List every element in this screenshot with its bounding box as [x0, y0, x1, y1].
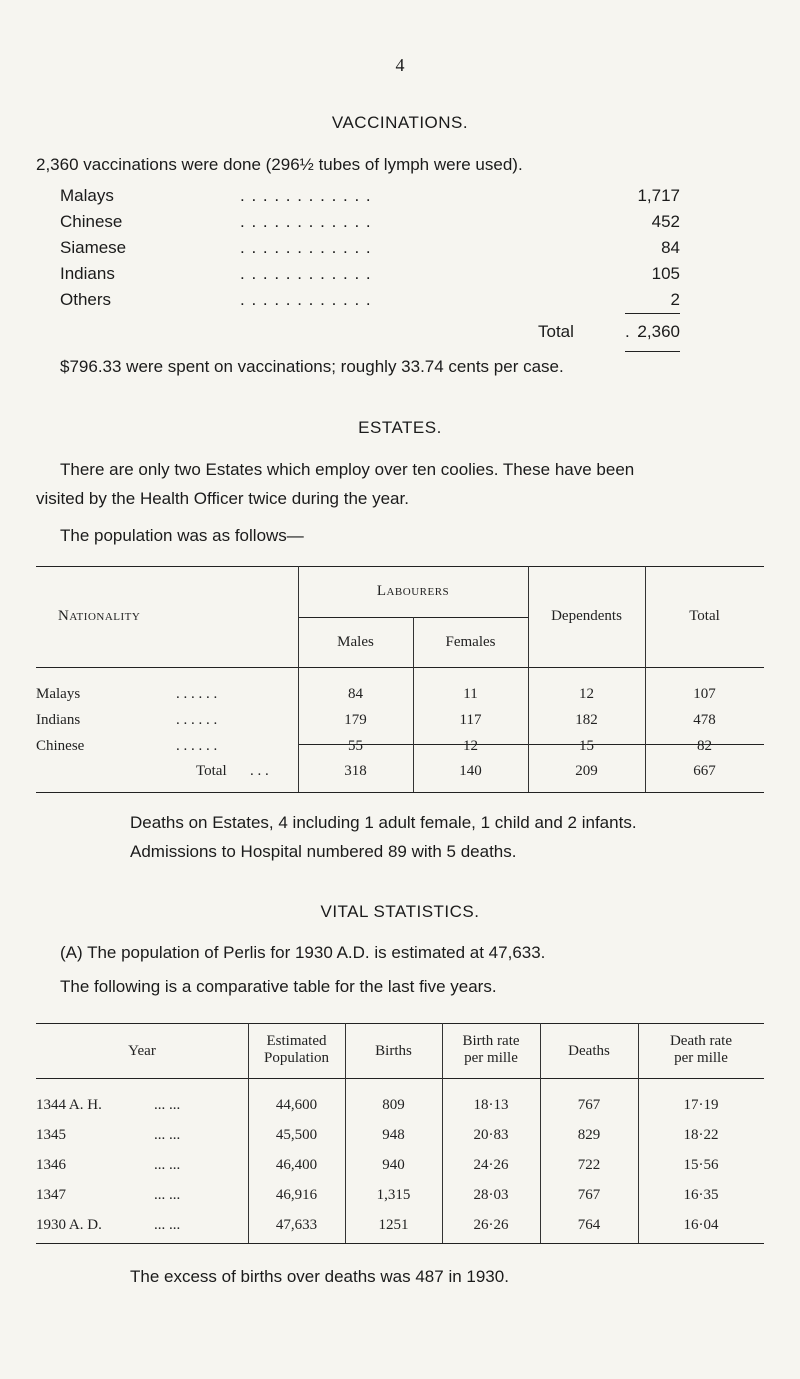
estates-paragraph-line: There are only two Estates which employ over ten coolies. These have been — [60, 460, 635, 479]
comparative-table-intro: The following is a comparative table for the last five years. — [60, 977, 497, 996]
leader-dots: ... ... — [154, 1127, 181, 1143]
cell-nationality: Indians — [36, 712, 81, 728]
cell-males: 55 — [348, 738, 363, 754]
leader-dots: . . . . . . . . . . . . — [240, 186, 372, 205]
vaccination-label: Siamese — [60, 238, 127, 257]
cell-males: 84 — [348, 686, 363, 702]
cell-deaths: 767 — [577, 1187, 601, 1203]
cell-year: 1930 A. D. — [36, 1217, 102, 1233]
table-rule — [36, 566, 764, 567]
vaccination-value: 105 — [651, 264, 680, 283]
vaccination-value: 84 — [661, 238, 680, 257]
page-number: 4 — [395, 55, 405, 75]
cell-dependents: 182 — [575, 712, 598, 728]
cell-births: 809 — [382, 1097, 405, 1113]
leader-dots: . . . . . . — [176, 712, 218, 728]
cell-nationality: Chinese — [36, 738, 85, 754]
cell-population: 46,400 — [275, 1157, 318, 1173]
column-header-deaths: Deaths — [568, 1043, 610, 1059]
cell-birth-rate: 28·03 — [473, 1187, 509, 1203]
table-rule — [36, 1243, 764, 1244]
total-row-label: Total — [196, 763, 227, 779]
cell-deaths: 722 — [577, 1157, 601, 1173]
cell-death-rate: 15·56 — [683, 1157, 719, 1173]
column-header-total: Total — [689, 608, 720, 624]
cell-total: 478 — [693, 712, 716, 728]
vaccination-row — [60, 264, 680, 290]
cell-births: 948 — [382, 1127, 405, 1143]
column-header-death-rate: Death rate per mille — [669, 1033, 733, 1066]
leader-dots: . . . . . . . . . . . . — [240, 264, 372, 283]
total-females: 140 — [459, 763, 482, 779]
table-rule — [36, 667, 764, 668]
sum-rule — [625, 313, 680, 314]
cell-death-rate: 17·19 — [683, 1097, 719, 1113]
vaccination-label: Malays — [60, 186, 114, 205]
vaccination-total-row — [60, 322, 680, 348]
cell-females: 12 — [463, 738, 478, 754]
cell-year: 1345 — [36, 1127, 66, 1143]
leader-dots: ... ... — [154, 1097, 181, 1113]
column-header-population: Estimated Population — [263, 1033, 329, 1066]
estates-title: ESTATES. — [358, 418, 442, 437]
column-header-labourers: Labourers — [376, 583, 450, 599]
cell-birth-rate: 24·26 — [473, 1157, 509, 1173]
vaccination-row — [60, 186, 680, 212]
table-rule — [645, 566, 646, 792]
cell-females: 11 — [463, 686, 478, 702]
cell-births: 940 — [382, 1157, 405, 1173]
vaccination-value: 2 — [670, 290, 680, 309]
cell-deaths: 764 — [577, 1217, 601, 1233]
leader-dots: . . . . . . — [176, 738, 218, 754]
total-value: 2,360 — [637, 322, 680, 341]
total-label: Total — [538, 322, 574, 341]
vital-statistics-title: VITAL STATISTICS. — [320, 902, 480, 921]
population-estimate-note: (A) The population of Perlis for 1930 A.D. is estimated at 47,633. — [60, 943, 546, 962]
total-males: 318 — [344, 763, 367, 779]
estates-paragraph-line: visited by the Health Officer twice during the year. — [36, 489, 409, 508]
cell-year: 1347 — [36, 1187, 66, 1203]
cell-dependents: 15 — [579, 738, 594, 754]
vaccinations-title: VACCINATIONS. — [331, 113, 469, 132]
vaccination-value: 1,717 — [637, 186, 680, 205]
table-rule — [528, 566, 529, 792]
leader-dots: . . — [625, 322, 643, 341]
table-rule — [36, 1023, 764, 1024]
column-header-birth-rate: Birth rate per mille — [462, 1033, 520, 1066]
cell-population: 44,600 — [275, 1097, 318, 1113]
total-grand: 667 — [693, 763, 716, 779]
column-header-dependents: Dependents — [551, 608, 622, 624]
column-header-year: Year — [128, 1043, 156, 1059]
leader-dots: . . . . . . . . . . . . — [240, 238, 372, 257]
leader-dots: . . . . . . . . . . . . — [240, 290, 372, 309]
vaccination-value: 452 — [651, 212, 680, 231]
table-rule — [36, 1078, 764, 1079]
estates-population-intro: The population was as follows— — [60, 526, 304, 545]
vaccination-label: Chinese — [60, 212, 123, 231]
vaccination-row — [60, 212, 680, 238]
vaccinations-intro: 2,360 vaccinations were done (296½ tubes of lymph were used). — [36, 155, 523, 174]
cell-births: 1251 — [378, 1217, 409, 1233]
table-rule — [36, 792, 764, 793]
cell-females: 117 — [459, 712, 482, 728]
cell-year: 1344 A. H. — [36, 1097, 102, 1113]
cell-births: 1,315 — [376, 1187, 411, 1203]
column-header-births: Births — [375, 1043, 412, 1059]
leader-dots: ... ... — [154, 1157, 181, 1173]
cell-nationality: Malays — [36, 686, 81, 702]
births-excess-note: The excess of births over deaths was 487 in 1930. — [130, 1267, 509, 1286]
cell-males: 179 — [344, 712, 367, 728]
estate-deaths-note: Deaths on Estates, 4 including 1 adult female, 1 child and 2 infants. — [130, 813, 637, 832]
cell-year: 1346 — [36, 1157, 66, 1173]
cell-total: 107 — [693, 686, 716, 702]
cell-population: 46,916 — [275, 1187, 318, 1203]
cell-death-rate: 18·22 — [683, 1127, 719, 1143]
sum-rule — [625, 351, 680, 352]
cell-deaths: 829 — [577, 1127, 601, 1143]
cell-birth-rate: 18·13 — [473, 1097, 509, 1113]
cell-total: 82 — [697, 738, 712, 754]
hospital-admissions-note: Admissions to Hospital numbered 89 with 5 deaths. — [130, 842, 517, 861]
cell-population: 45,500 — [275, 1127, 318, 1143]
vaccination-row — [60, 238, 680, 264]
vaccination-label: Indians — [60, 264, 115, 283]
total-dependents: 209 — [575, 763, 598, 779]
cell-death-rate: 16·35 — [683, 1187, 719, 1203]
column-header-females: Females — [445, 634, 496, 650]
vaccination-label: Others — [60, 290, 112, 309]
column-header-males: Males — [337, 634, 374, 650]
leader-dots: ... ... — [154, 1187, 181, 1203]
cell-birth-rate: 20·83 — [473, 1127, 509, 1143]
leader-dots: . . . — [250, 763, 269, 779]
leader-dots: . . . . . . — [176, 686, 218, 702]
cell-death-rate: 16·04 — [683, 1217, 719, 1233]
vaccination-cost-note: $796.33 were spent on vaccinations; roughly 33.74 cents per case. — [60, 357, 564, 376]
leader-dots: . . . . . . . . . . . . — [240, 212, 372, 231]
cell-birth-rate: 26·26 — [473, 1217, 509, 1233]
vaccination-row — [60, 290, 680, 316]
cell-dependents: 12 — [579, 686, 594, 702]
cell-population: 47,633 — [275, 1217, 318, 1233]
leader-dots: ... ... — [154, 1217, 181, 1233]
cell-deaths: 767 — [577, 1097, 601, 1113]
